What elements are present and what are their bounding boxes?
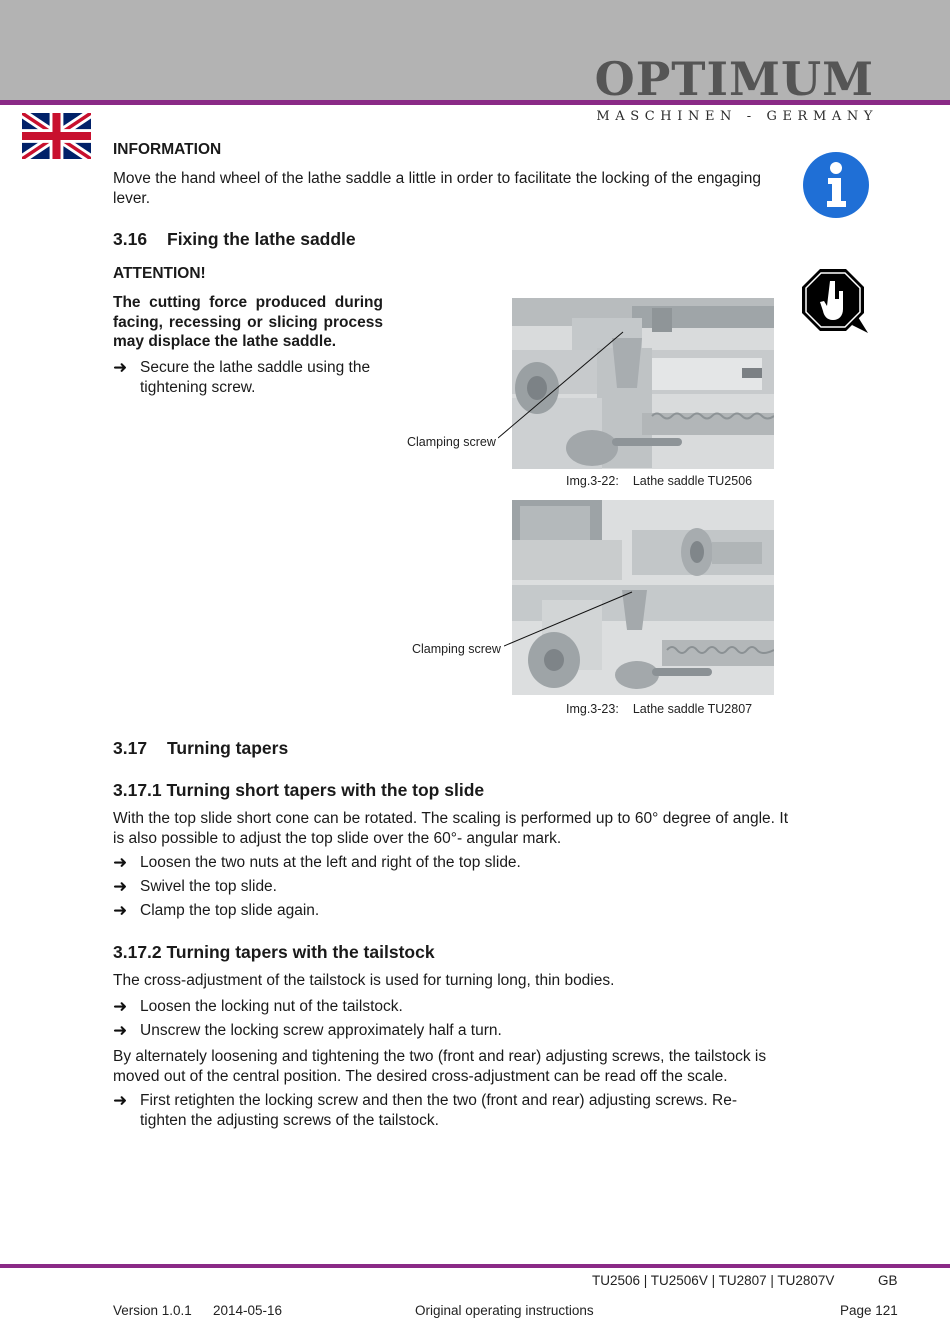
footer-date: 2014-05-16: [213, 1303, 283, 1318]
figure-caption: [566, 702, 752, 716]
attention-hand-icon: [800, 267, 870, 337]
footer-page-number: Page 121: [840, 1303, 898, 1318]
list-item: [113, 358, 383, 397]
section-title: Fixing the lathe saddle: [167, 229, 356, 249]
section-3-17-1-heading: 3.17.1 Turning short tapers with the top slide: [113, 780, 485, 800]
section-3-16-heading: [113, 229, 356, 250]
paragraph: By alternately loosening and tightening the two (front and rear) adjusting screws, the tailstock is moved out of the central position. The desired cross-adjustment can be read off the scale.: [113, 1048, 767, 1085]
figure-label: Clamping screw: [407, 435, 496, 449]
arrow-right-icon: ➜: [113, 877, 128, 896]
figure-caption: [566, 474, 752, 488]
section-3-17-2-heading: 3.17.2 Turning tapers with the tailstock: [113, 942, 435, 962]
step-text: Swivel the top slide.: [140, 878, 277, 895]
step-text: Loosen the two nuts at the left and right of the top slide.: [140, 854, 521, 871]
section-number: 3.16: [113, 229, 148, 249]
information-text: Move the hand wheel of the lathe saddle a little in order to facilitate the locking of the engaging lever.: [113, 170, 761, 207]
information-title: INFORMATION: [113, 141, 222, 158]
leader-line: [498, 330, 638, 440]
footer-doc-type: Original operating instructions: [415, 1303, 594, 1318]
paragraph: The cross-adjustment of the tailstock is used for turning long, thin bodies.: [113, 972, 615, 989]
footer-divider: [0, 1264, 950, 1268]
paragraph: With the top slide short cone can be rotated. The scaling is performed up to 60° degree of angle. It is also possible to adjust the top slide over the 60°- angular mark.: [113, 810, 788, 847]
footer-version: Version 1.0.1: [113, 1303, 192, 1318]
information-icon: [802, 151, 872, 221]
section-title: Turning tapers: [167, 738, 289, 758]
arrow-right-icon: ➜: [113, 1091, 128, 1110]
brand-logo: OPTIMUM: [594, 52, 874, 106]
leader-line: [504, 588, 644, 648]
step-text: Unscrew the locking screw approximately half a turn.: [140, 1022, 502, 1039]
arrow-right-icon: ➜: [113, 901, 128, 920]
figure-number: Img.3-22:: [566, 474, 619, 488]
step-text: Secure the lathe saddle using the tightening screw.: [140, 359, 371, 396]
section-number: 3.17: [113, 738, 148, 758]
figure-number: Img.3-23:: [566, 702, 619, 716]
list-item: [113, 1091, 763, 1130]
list-item: [113, 877, 788, 897]
attention-text: The cutting force produced during facing, recessing or slicing process may displace the lathe saddle.: [113, 294, 383, 350]
figure-label: Clamping screw: [412, 642, 501, 656]
uk-flag-icon: [22, 113, 91, 159]
arrow-right-icon: ➜: [113, 997, 128, 1016]
step-text: Clamp the top slide again.: [140, 902, 320, 919]
arrow-right-icon: ➜: [113, 358, 128, 377]
list-item: [113, 1021, 788, 1041]
step-text: Loosen the locking nut of the tailstock.: [140, 998, 403, 1015]
list-item: [113, 997, 788, 1017]
arrow-right-icon: ➜: [113, 1021, 128, 1040]
list-item: [113, 901, 788, 921]
list-item: [113, 853, 788, 873]
figure-caption-text: Lathe saddle TU2807: [632, 702, 753, 716]
attention-title: ATTENTION!: [113, 265, 206, 282]
footer-models: TU2506 | TU2506V | TU2807 | TU2807V: [592, 1273, 835, 1288]
brand-subtitle: MASCHINEN - GERMANY: [596, 109, 878, 124]
step-text: First retighten the locking screw and then the two (front and rear) adjusting screws. Re-tighten the adjusting screws of the tailstock.: [140, 1092, 738, 1129]
section-3-17-heading: [113, 738, 288, 759]
footer-language: GB: [878, 1273, 898, 1288]
arrow-right-icon: ➜: [113, 853, 128, 872]
figure-caption-text: Lathe saddle TU2506: [632, 474, 753, 488]
